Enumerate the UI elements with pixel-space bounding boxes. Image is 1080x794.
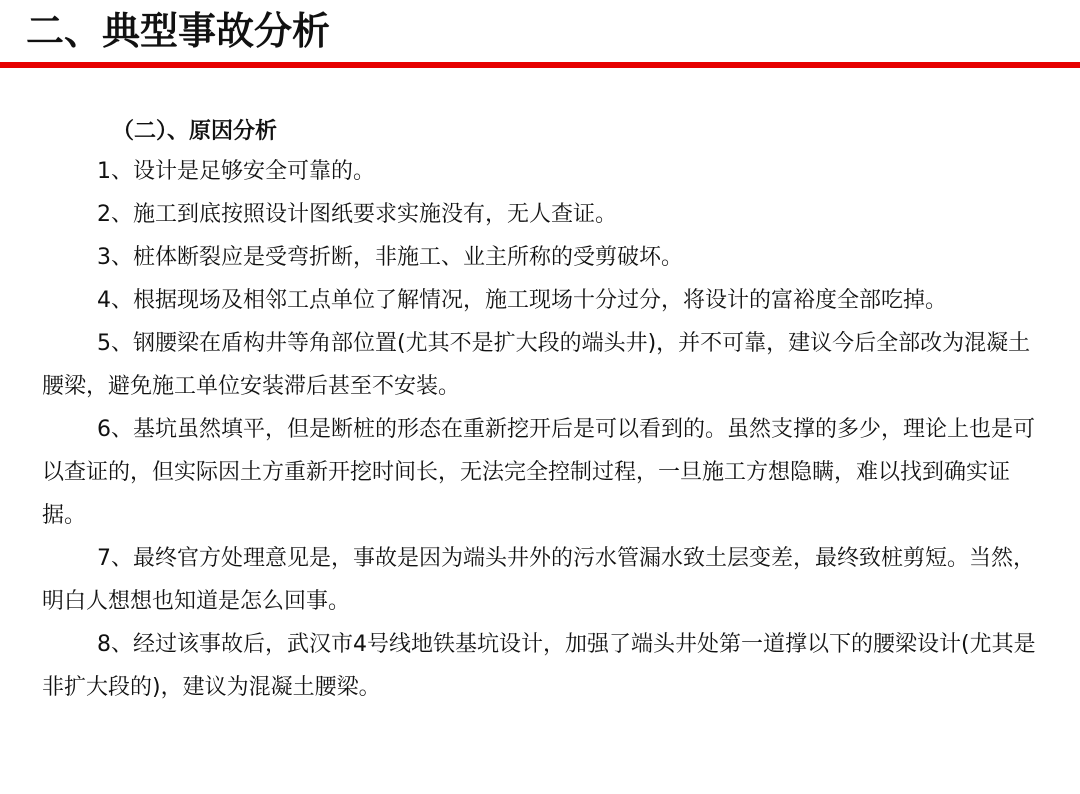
slide-content — [42, 114, 1042, 709]
reason-item-1: 1、设计是足够安全可靠的。 — [97, 159, 375, 184]
reason-item-6: 6、基坑虽然填平，但是断桩的形态在重新挖开后是可以看到的。虽然支撑的多少，理论上也是可以查证的，但实际因土方重新开挖时间长，无法完全控制过程，一旦施工方想隐瞒，难以找到确实证据。 — [42, 417, 1036, 528]
reason-item-8: 8、经过该事故后，武汉市4号线地铁基坑设计，加强了端头井处第一道撑以下的腰梁设计(尤其是非扩大段的)，建议为混凝土腰梁。 — [42, 632, 1036, 700]
reason-item-5: 5、钢腰梁在盾构井等角部位置(尤其不是扩大段的端头井)，并不可靠，建议今后全部改为混凝土腰梁，避免施工单位安装滞后甚至不安装。 — [42, 331, 1031, 399]
reason-item-7: 7、最终官方处理意见是，事故是因为端头井外的污水管漏水致土层变差，最终致桩剪短。当然，明白人想想也知道是怎么回事。 — [42, 546, 1036, 614]
reason-item-4: 4、根据现场及相邻工点单位了解情况，施工现场十分过分，将设计的富裕度全部吃掉。 — [97, 288, 947, 313]
slide-title: 二、典型事故分析 — [26, 9, 331, 53]
reason-item-3: 3、桩体断裂应是受弯折断，非施工、业主所称的受剪破坏。 — [97, 245, 683, 270]
section-heading: （二）、原因分析 — [112, 119, 278, 144]
reason-item-2: 2、施工到底按照设计图纸要求实施没有，无人查证。 — [97, 202, 617, 227]
title-underline — [0, 62, 1080, 68]
